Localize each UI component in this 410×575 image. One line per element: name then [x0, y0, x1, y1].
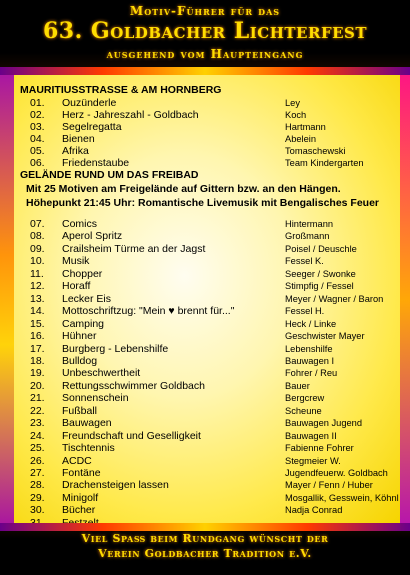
item-motif: Bauwagen	[62, 417, 112, 430]
header-tagline: ausgehend vom Haupteingang	[106, 47, 304, 61]
item-number: 21.	[30, 392, 45, 405]
header-subtitle: Motiv-Führer für das	[129, 4, 281, 18]
item-creator: Bauer	[285, 380, 310, 391]
item-creator: Abelein	[285, 134, 317, 144]
list-item	[20, 243, 390, 256]
item-creator: Seeger / Swonke	[285, 268, 356, 279]
item-number: 14.	[30, 305, 45, 318]
item-motif: Fußball	[62, 404, 98, 417]
item-number: 03.	[30, 121, 45, 133]
item-number: 18.	[30, 354, 45, 367]
header-title: 63. Goldbacher Lichterfest	[42, 18, 368, 44]
item-creator: Ley	[285, 98, 300, 108]
item-number: 16.	[30, 330, 45, 343]
item-motif: Fontäne	[62, 467, 101, 479]
item-motif: Friedenstaube	[62, 157, 130, 169]
item-creator: Stimpfig / Fessel	[285, 281, 354, 292]
list-item	[20, 467, 390, 480]
item-number: 07.	[30, 218, 45, 230]
section-note-highlight: Höhepunkt 21:45 Uhr: Romantische Livemusik mit Bengalisches Feuer	[26, 197, 380, 209]
footer-greeting: Viel Spaß beim Rundgang wünscht der	[81, 532, 329, 545]
item-creator: Meyer / Wagner / Baron	[285, 293, 384, 304]
item-motif: Comics	[62, 218, 98, 230]
list-item	[20, 318, 390, 331]
list-item	[20, 405, 390, 418]
item-motif: Horaff	[62, 280, 91, 293]
item-creator: Lebenshilfe	[285, 343, 333, 354]
item-motif: Crailsheim Türme an der Jagst	[62, 242, 206, 255]
item-motif: Hühner	[62, 330, 97, 343]
item-creator: Fessel H.	[285, 306, 325, 317]
item-motif: Camping	[62, 317, 105, 330]
section-title-mauritiusstrasse: MAURITIUSSTRASSE & AM HORNBERG	[20, 84, 222, 96]
item-number: 19.	[30, 367, 45, 380]
item-creator: Tomaschewski	[285, 146, 346, 156]
item-motif: Segelregatta	[62, 121, 122, 133]
footer-band	[0, 523, 410, 575]
item-creator: Bauwagen Jugend	[285, 418, 363, 429]
footer-club: Verein Goldbacher Tradition e.V.	[98, 547, 312, 560]
list-item	[20, 430, 390, 443]
item-creator: Jugendfeuerw. Goldbach	[285, 468, 388, 478]
item-number: 20.	[30, 379, 45, 392]
item-motif: ACDC	[62, 454, 92, 467]
item-number: 28.	[30, 479, 45, 492]
item-motif: Drachensteigen lassen	[62, 479, 169, 492]
list-item	[20, 157, 390, 170]
list-item	[20, 355, 390, 368]
section-title-freibad: GELÄNDE RUND UM DAS FREIBAD	[20, 169, 199, 181]
list-item	[20, 417, 390, 430]
item-number: 30.	[30, 504, 45, 517]
list-item	[20, 491, 399, 505]
item-creator: Team Kindergarten	[285, 158, 364, 168]
item-number: 12.	[30, 280, 45, 293]
list-item	[20, 280, 390, 293]
item-number: 04.	[30, 133, 45, 145]
item-number: 01.	[30, 97, 45, 109]
item-motif: Tischtennis	[62, 442, 115, 455]
list-item	[20, 455, 390, 468]
list-item	[20, 442, 390, 455]
item-motif: Bücher	[62, 504, 96, 517]
list-item	[20, 268, 390, 281]
item-creator: Bauwagen I	[285, 355, 335, 366]
list-item	[20, 343, 390, 356]
item-creator: Bergcrew	[285, 393, 325, 404]
item-motif: Minigolf	[62, 491, 99, 504]
item-creator: Fessel K.	[285, 256, 324, 267]
item-motif: Freundschaft und Geselligkeit	[62, 429, 201, 442]
list-item	[20, 504, 390, 517]
item-number: 25.	[30, 442, 45, 455]
item-number: 09.	[30, 242, 45, 255]
item-motif: Unbeschwertheit	[62, 367, 141, 380]
item-creator: Mosgallik, Gesswein, Köhnl	[285, 492, 399, 503]
item-number: 10.	[30, 255, 45, 268]
item-creator: Fohrer / Reu	[285, 368, 338, 379]
item-creator: Nadja Conrad	[285, 505, 343, 516]
list-item	[20, 218, 390, 231]
item-number: 15.	[30, 317, 45, 330]
item-motif: Herz - Jahreszahl - Goldbach	[62, 109, 199, 121]
item-motif: Musik	[62, 255, 90, 268]
item-creator: Mayer / Fenn / Huber	[285, 480, 373, 491]
item-number: 22.	[30, 404, 45, 417]
item-motif: Aperol Spritz	[62, 230, 123, 243]
item-creator: Fabienne Fohrer	[285, 443, 354, 454]
section-note-motifs: Mit 25 Motiven am Freigelände auf Gittern bzw. an den Hängen.	[26, 183, 341, 195]
item-number: 02.	[30, 109, 45, 121]
list-item	[20, 230, 390, 243]
item-motif: Bulldog	[62, 354, 98, 367]
list-item	[20, 479, 390, 492]
item-number: 11.	[30, 267, 44, 280]
item-number: 08.	[30, 230, 45, 243]
item-motif: Afrika	[62, 145, 89, 157]
item-number: 24.	[30, 429, 45, 442]
item-creator: Scheune	[285, 405, 322, 416]
item-number: 29.	[30, 491, 45, 504]
item-motif: Lecker Eis	[62, 292, 112, 305]
list-item	[20, 392, 390, 405]
item-motif: Bienen	[62, 133, 95, 145]
list-item	[20, 367, 390, 380]
item-creator: Stegmeier W.	[285, 455, 341, 466]
item-creator: Großmann	[285, 231, 330, 242]
list-item	[20, 330, 390, 343]
item-motif: Mottoschriftzug: "Mein ♥ brennt für..."	[62, 305, 235, 318]
item-number: 17.	[30, 342, 45, 355]
item-creator: Heck / Linke	[285, 318, 337, 329]
item-motif: Chopper	[62, 267, 103, 280]
item-creator: Koch	[285, 110, 307, 120]
item-number: 13.	[30, 292, 45, 305]
item-creator: Bauwagen II	[285, 430, 337, 441]
item-motif: Rettungsschwimmer Goldbach	[62, 379, 205, 392]
item-number: 27.	[30, 467, 45, 479]
item-number: 26.	[30, 454, 45, 467]
item-creator: Hartmann	[285, 122, 326, 132]
list-item	[20, 305, 390, 318]
item-motif: Sonnenschein	[62, 392, 129, 405]
item-number: 05.	[30, 145, 45, 157]
item-motif: Burgberg - Lebenshilfe	[62, 342, 169, 355]
item-number: 06.	[30, 157, 45, 169]
list-item	[20, 293, 390, 306]
item-creator: Poisel / Deuschle	[285, 243, 357, 254]
list-item	[20, 380, 390, 393]
list-item	[20, 255, 390, 268]
item-creator: Hintermann	[285, 219, 334, 229]
item-motif: Ouzünderle	[62, 97, 117, 109]
item-creator: Geschwister Mayer	[285, 331, 365, 342]
item-number: 23.	[30, 417, 45, 430]
